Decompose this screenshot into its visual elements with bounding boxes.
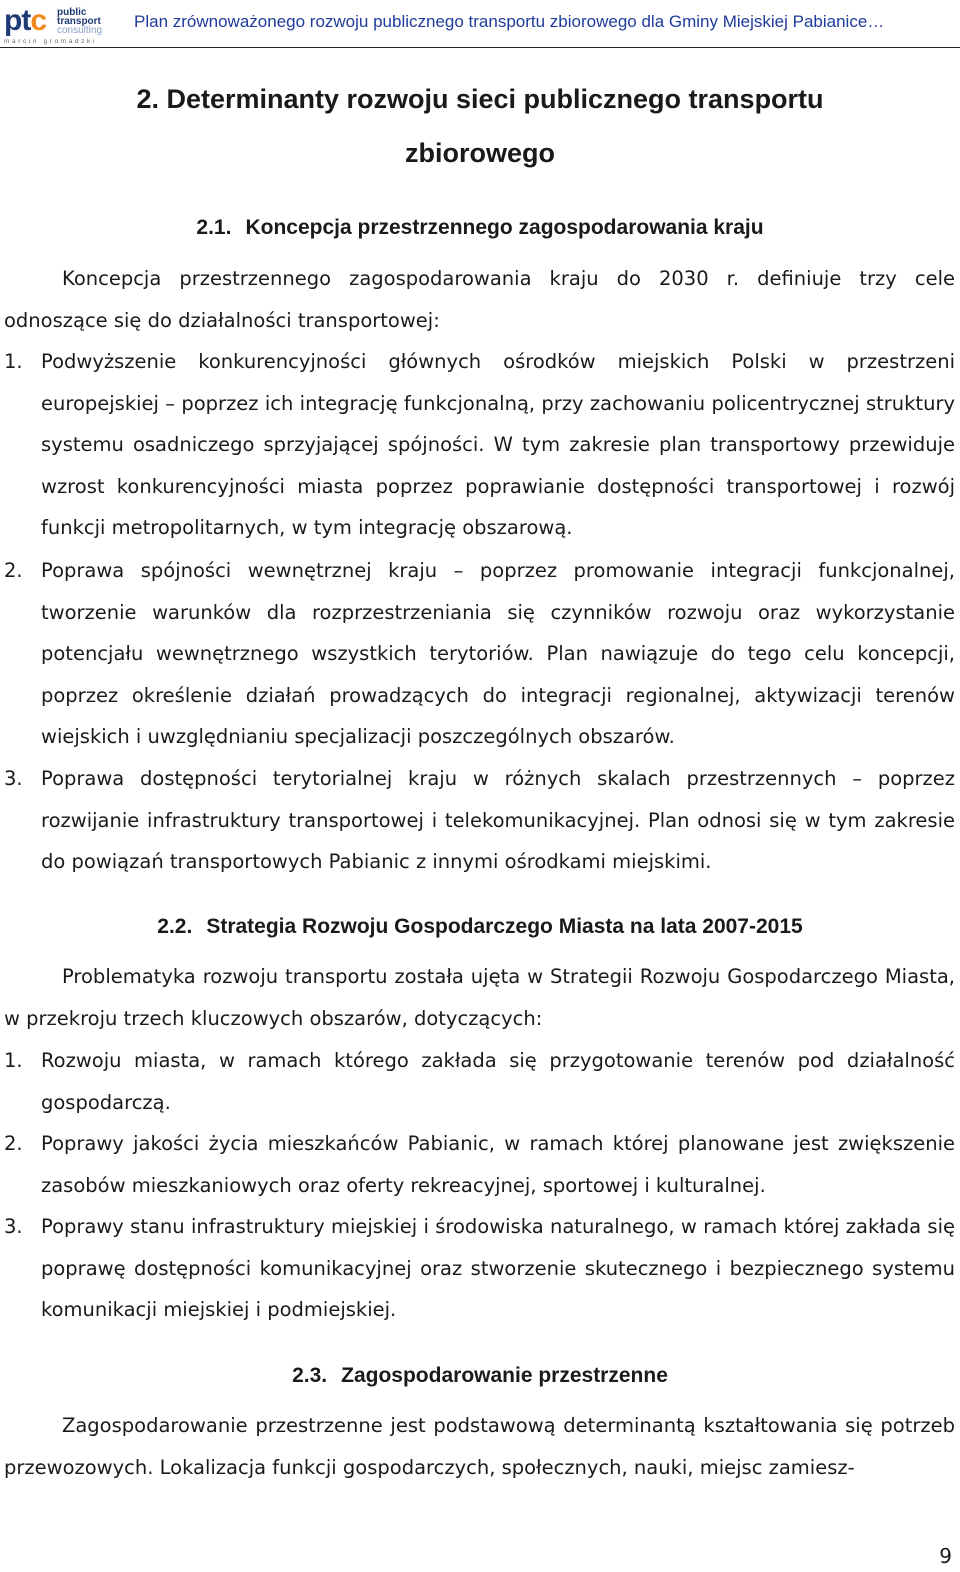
logo-word-transport: transport	[57, 16, 101, 27]
section-2-3-heading	[0, 1364, 960, 1388]
list-item-text: Poprawa dostępności terytorialnej kraju w różnych skalach przestrzennych – poprzez rozwijanie infrastruktury transportowej i telekomunikacyjnej. Plan odnosi się w tym zakresie do powiązań transportowych Pabianic z innymi ośrodkami miejskimi.	[41, 767, 955, 874]
section-2-3-intro	[4, 1405, 955, 1488]
section-title: Zagospodarowanie przestrzenne	[341, 1364, 668, 1387]
page-header	[0, 0, 960, 48]
list-item-number: 1.	[4, 1049, 23, 1072]
section-title: Strategia Rozwoju Gospodarczego Miasta na lata 2007-2015	[206, 915, 803, 938]
section-2-1-intro	[4, 258, 955, 341]
logo-words	[57, 8, 102, 35]
paragraph-text: Koncepcja przestrzennego zagospodarowania kraju do 2030 r. definiuje trzy cele odnoszące się do działalności transportowej:	[4, 267, 955, 332]
list-item	[4, 1123, 955, 1206]
section-2-2-intro	[4, 956, 955, 1039]
page-number: 9	[939, 1544, 952, 1568]
list-item-number: 2.	[4, 1132, 23, 1155]
paragraph-text: Zagospodarowanie przestrzenne jest podstawową determinantą kształtowania się potrzeb przewozowych. Lokalizacja funkcji gospodarczych, społecznych, nauki, miejsc zamiesz-	[4, 1414, 955, 1479]
logo-word-public: public	[57, 7, 87, 18]
section-title: Koncepcja przestrzennego zagospodarowania kraju	[245, 216, 764, 239]
ptc-logo	[4, 4, 112, 44]
logo-tagline: marcin gromadzki	[4, 38, 97, 45]
logo-word-consulting: consulting	[57, 25, 103, 36]
list-item-number: 2.	[4, 559, 23, 582]
chapter-title-line2: zbiorowego	[405, 138, 555, 168]
section-2-1-heading	[0, 216, 960, 240]
list-item	[4, 550, 955, 758]
section-number: 2.3.	[292, 1364, 328, 1387]
list-item-text: Poprawa spójności wewnętrznej kraju – poprzez promowanie integracji funkcjonalnej, tworzenie warunków dla rozprzestrzeniania się czynników rozwoju oraz wykorzystanie potencjału wewnętrznego wszystkich terytoriów. Plan nawiązuje do tego celu koncepcji, poprzez określenie działań prowadzących do integracji regionalnej, aktywizacji terenów wiejskich i uwzględnianiu specjalizacji poszczególnych obszarów.	[41, 559, 955, 749]
list-item	[4, 1040, 955, 1123]
list-item-number: 3.	[4, 1215, 23, 1238]
list-item-number: 1.	[4, 350, 23, 373]
list-item-text: Poprawy jakości życia mieszkańców Pabianic, w ramach której planowane jest zwiększenie zasobów mieszkaniowych oraz oferty rekreacyjnej, sportowej i kulturalnej.	[41, 1132, 955, 1197]
list-item	[4, 341, 955, 549]
list-item-text: Poprawy stanu infrastruktury miejskiej i środowiska naturalnego, w ramach której zakłada się poprawę dostępności komunikacyjnej oraz stworzenie skutecznego i bezpiecznego systemu komunikacji miejskiej i podmiejskiej.	[41, 1215, 955, 1322]
list-item-text: Podwyższenie konkurencyjności głównych ośrodków miejskich Polski w przestrzeni europejskiej – poprzez ich integrację funkcjonalną, przy zachowaniu policentrycznej struktury systemu osadniczego sprzyjającej spójności. W tym zakresie plan transportowy przewiduje wzrost konkurencyjności miasta poprzez poprawianie dostępności transportowej i rozwój funkcji metropolitarnych, w tym integrację obszarową.	[41, 350, 955, 540]
document-title: Plan zrównoważonego rozwoju publicznego transportu zbiorowego dla Gminy Miejskiej Pabianice…	[134, 12, 885, 31]
list-item-text: Rozwoju miasta, w ramach którego zakłada się przygotowanie terenów pod działalność gospodarczą.	[41, 1049, 955, 1114]
header-divider	[0, 47, 960, 48]
section-2-2-heading	[0, 915, 960, 939]
chapter-title-line1: 2. Determinanty rozwoju sieci publicznego transportu	[136, 84, 824, 114]
list-item-number: 3.	[4, 767, 23, 790]
list-item	[4, 758, 955, 883]
logo-mark: ptc	[4, 4, 47, 37]
section-number: 2.1.	[196, 216, 232, 239]
paragraph-text: Problematyka rozwoju transportu została ujęta w Strategii Rozwoju Gospodarczego Miasta, w przekroju trzech kluczowych obszarów, dotyczących:	[4, 965, 955, 1030]
section-number: 2.2.	[157, 915, 193, 938]
list-item	[4, 1206, 955, 1331]
